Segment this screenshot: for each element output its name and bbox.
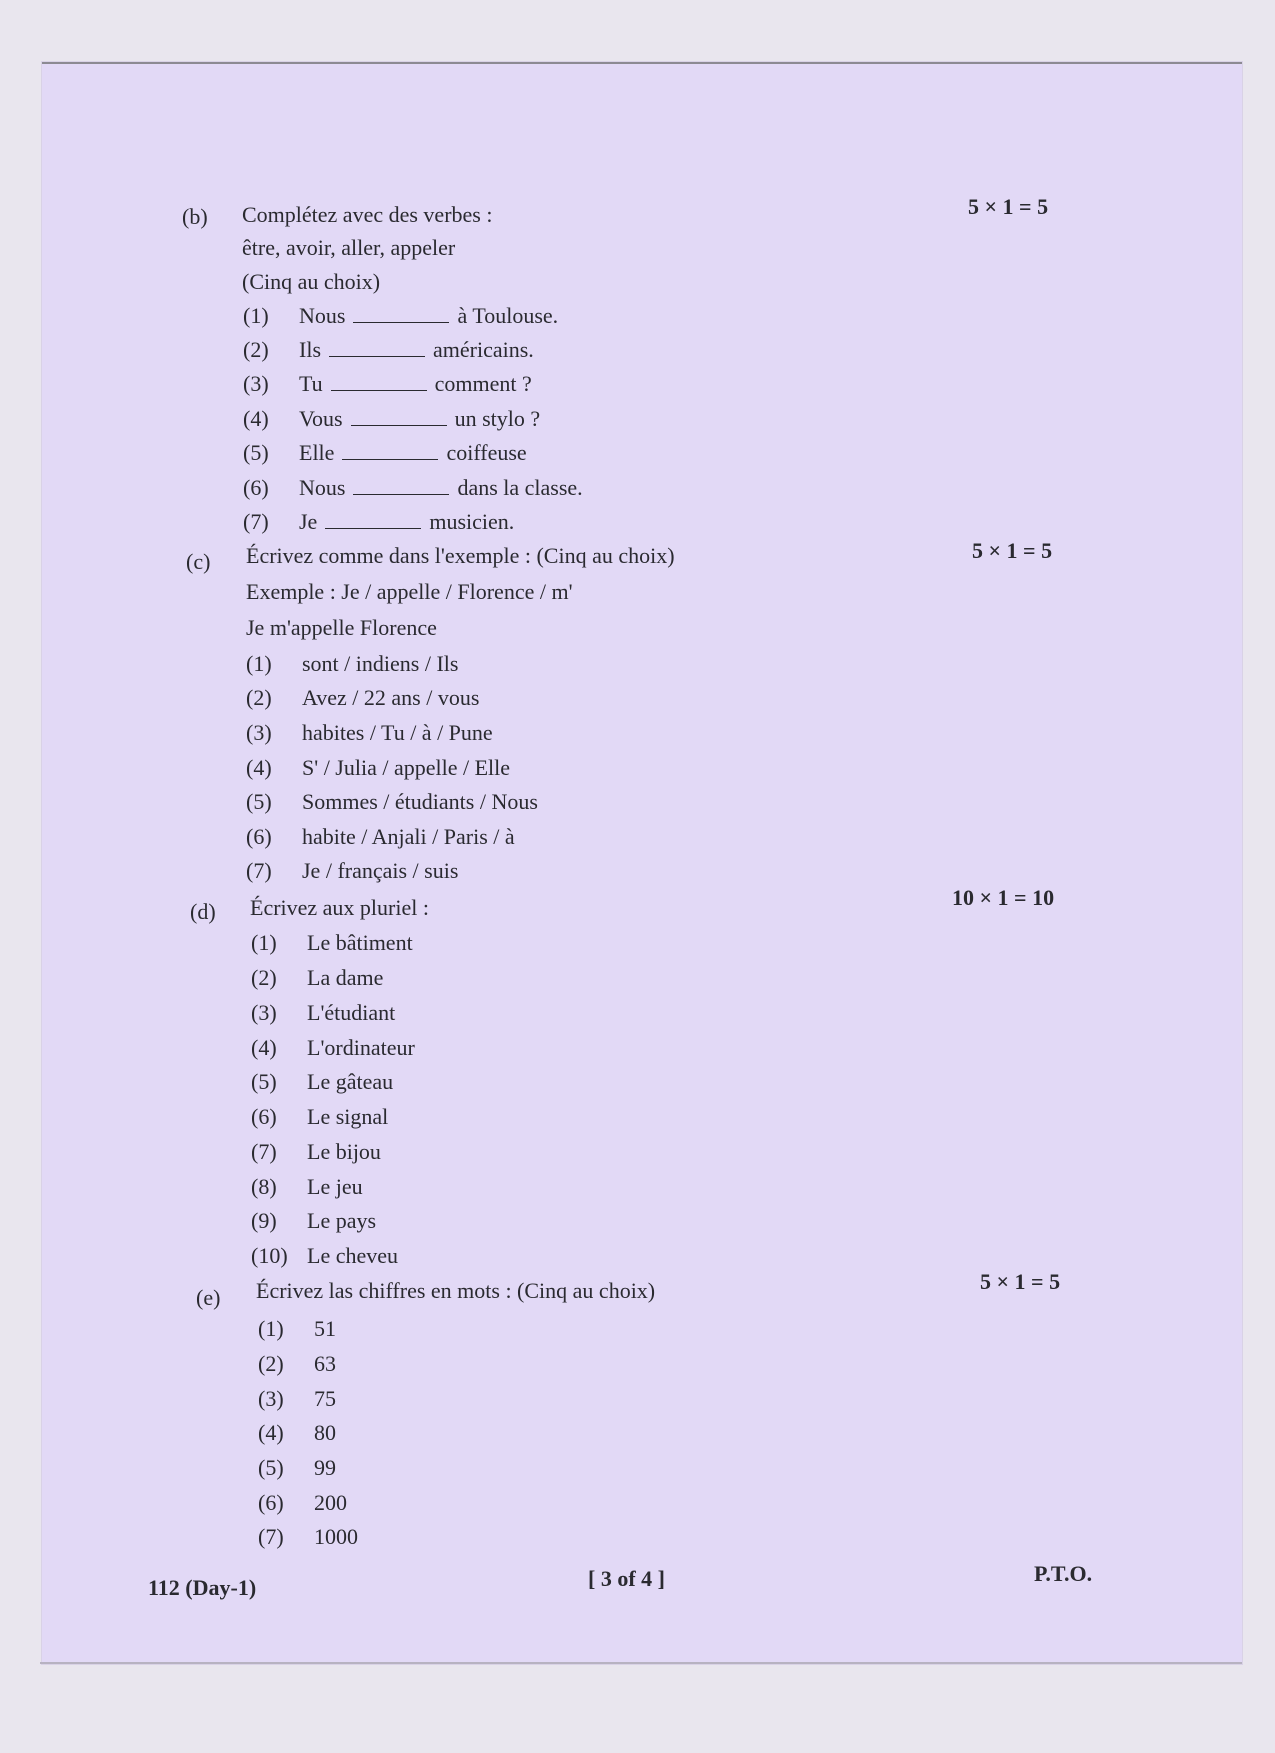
answer-blank xyxy=(353,476,449,495)
section-d-label: (d) xyxy=(190,899,216,924)
item-text: 75 xyxy=(314,1386,336,1411)
item-number: (6) xyxy=(251,1104,277,1129)
item-number: (2) xyxy=(251,965,277,990)
item-number: (4) xyxy=(258,1420,284,1445)
item-number: (7) xyxy=(246,858,272,883)
item-number: (5) xyxy=(258,1455,284,1480)
item-number: (2) xyxy=(258,1351,284,1376)
list-item xyxy=(258,1454,336,1482)
item-text: 80 xyxy=(314,1420,336,1445)
page-number: [ 3 of 4 ] xyxy=(588,1566,665,1591)
section-b-marks: 5 × 1 = 5 xyxy=(968,194,1049,219)
list-item xyxy=(246,684,479,712)
item-rest: coiffeuse xyxy=(446,440,527,465)
item-number: (4) xyxy=(243,406,269,431)
item-text: La dame xyxy=(307,965,384,990)
item-number: (7) xyxy=(258,1524,284,1549)
item-rest: un stylo ? xyxy=(454,406,541,431)
section-c-example: Exemple : Je / appelle / Florence / m' xyxy=(246,579,573,604)
item-number: (1) xyxy=(258,1316,284,1341)
list-item xyxy=(246,788,538,816)
item-number: (1) xyxy=(251,930,277,955)
fill-blank-item xyxy=(243,439,527,467)
answer-blank xyxy=(353,304,449,323)
item-number: (3) xyxy=(246,720,272,745)
section-b-verbs: être, avoir, aller, appeler xyxy=(242,235,456,260)
item-number: (4) xyxy=(251,1035,277,1060)
item-text: Le gâteau xyxy=(307,1069,394,1094)
list-item xyxy=(251,1068,393,1096)
item-text: Le bijou xyxy=(307,1139,381,1164)
section-e-instruction: Écrivez las chiffres en mots : (Cinq au choix) xyxy=(256,1278,656,1303)
list-item xyxy=(258,1315,336,1343)
item-number: (4) xyxy=(246,755,272,780)
section-c-label: (c) xyxy=(186,549,211,574)
item-text: Je / français / suis xyxy=(302,858,459,883)
section-b-label: (b) xyxy=(182,204,208,229)
list-item xyxy=(251,1138,381,1166)
item-number: (3) xyxy=(251,1000,277,1025)
list-item xyxy=(246,719,493,747)
item-text: Le jeu xyxy=(307,1174,363,1199)
item-text: 1000 xyxy=(314,1524,358,1549)
fill-blank-item xyxy=(243,370,532,398)
item-number: (6) xyxy=(243,475,269,500)
item-rest: musicien. xyxy=(429,509,515,534)
item-number: (7) xyxy=(251,1139,277,1164)
item-number: (3) xyxy=(243,371,269,396)
item-text: habite / Anjali / Paris / à xyxy=(302,824,515,849)
fill-blank-item xyxy=(243,508,514,536)
item-text: Sommes / étudiants / Nous xyxy=(302,789,538,814)
list-item xyxy=(258,1385,336,1413)
item-subject: Je xyxy=(299,509,318,534)
section-c-example-answer: Je m'appelle Florence xyxy=(246,615,437,640)
item-text: 99 xyxy=(314,1455,336,1480)
list-item xyxy=(251,1207,376,1235)
item-number: (2) xyxy=(246,685,272,710)
item-text: Le bâtiment xyxy=(307,930,413,955)
item-text: sont / indiens / Ils xyxy=(302,651,459,676)
item-text: Le cheveu xyxy=(307,1243,398,1268)
paper-code: 112 (Day-1) xyxy=(148,1575,257,1600)
list-item xyxy=(258,1523,358,1551)
item-rest: américains. xyxy=(433,337,534,362)
item-subject: Ils xyxy=(299,337,321,362)
list-item xyxy=(251,999,395,1027)
item-subject: Nous xyxy=(299,475,346,500)
answer-blank xyxy=(351,407,447,426)
list-item xyxy=(251,1034,415,1062)
item-number: (8) xyxy=(251,1174,277,1199)
section-e-marks: 5 × 1 = 5 xyxy=(980,1269,1061,1294)
item-subject: Elle xyxy=(299,440,335,465)
fill-blank-item xyxy=(243,474,583,502)
item-rest: dans la classe. xyxy=(457,475,583,500)
list-item xyxy=(246,823,515,851)
fill-blank-item xyxy=(243,302,558,330)
item-text: L'étudiant xyxy=(307,1000,396,1025)
item-number: (7) xyxy=(243,509,269,534)
list-item xyxy=(251,1173,363,1201)
item-number: (5) xyxy=(243,440,269,465)
section-b-choice: (Cinq au choix) xyxy=(242,269,381,294)
item-number: (9) xyxy=(251,1208,277,1233)
list-item xyxy=(246,650,458,678)
item-subject: Nous xyxy=(299,303,346,328)
item-subject: Tu xyxy=(299,371,323,396)
section-c-instruction: Écrivez comme dans l'exemple : (Cinq au choix) xyxy=(246,543,675,568)
section-d-instruction: Écrivez aux pluriel : xyxy=(250,895,429,920)
item-text: L'ordinateur xyxy=(307,1035,415,1060)
item-text: Le signal xyxy=(307,1104,389,1129)
item-number: (10) xyxy=(251,1243,288,1268)
list-item xyxy=(258,1419,336,1447)
list-item xyxy=(258,1350,336,1378)
item-text: Avez / 22 ans / vous xyxy=(302,685,480,710)
item-number: (5) xyxy=(246,789,272,814)
answer-blank xyxy=(331,372,427,391)
item-number: (3) xyxy=(258,1386,284,1411)
answer-blank xyxy=(329,338,425,357)
list-item xyxy=(251,1242,398,1270)
item-number: (2) xyxy=(243,337,269,362)
list-item xyxy=(246,754,510,782)
section-e-label: (e) xyxy=(196,1285,221,1310)
fill-blank-item xyxy=(243,336,534,364)
item-number: (6) xyxy=(246,824,272,849)
answer-blank xyxy=(342,441,438,460)
list-item xyxy=(251,1103,388,1131)
item-text: S' / Julia / appelle / Elle xyxy=(302,755,511,780)
item-number: (1) xyxy=(246,651,272,676)
item-number: (1) xyxy=(243,303,269,328)
list-item xyxy=(246,857,458,885)
item-rest: à Toulouse. xyxy=(457,303,559,328)
item-text: 63 xyxy=(314,1351,336,1376)
item-text: habites / Tu / à / Pune xyxy=(302,720,493,745)
list-item xyxy=(258,1489,347,1517)
answer-blank xyxy=(325,510,421,529)
item-text: 200 xyxy=(314,1490,347,1515)
section-c-marks: 5 × 1 = 5 xyxy=(972,538,1053,563)
list-item xyxy=(251,964,383,992)
list-item xyxy=(251,929,413,957)
item-rest: comment ? xyxy=(434,371,532,396)
item-text: 51 xyxy=(314,1316,336,1341)
item-subject: Vous xyxy=(299,406,343,431)
fill-blank-item xyxy=(243,405,540,433)
item-number: (6) xyxy=(258,1490,284,1515)
item-number: (5) xyxy=(251,1069,277,1094)
section-d-marks: 10 × 1 = 10 xyxy=(952,885,1055,910)
section-b-instruction: Complétez avec des verbes : xyxy=(242,202,493,227)
item-text: Le pays xyxy=(307,1208,377,1233)
please-turn-over: P.T.O. xyxy=(1034,1561,1093,1586)
